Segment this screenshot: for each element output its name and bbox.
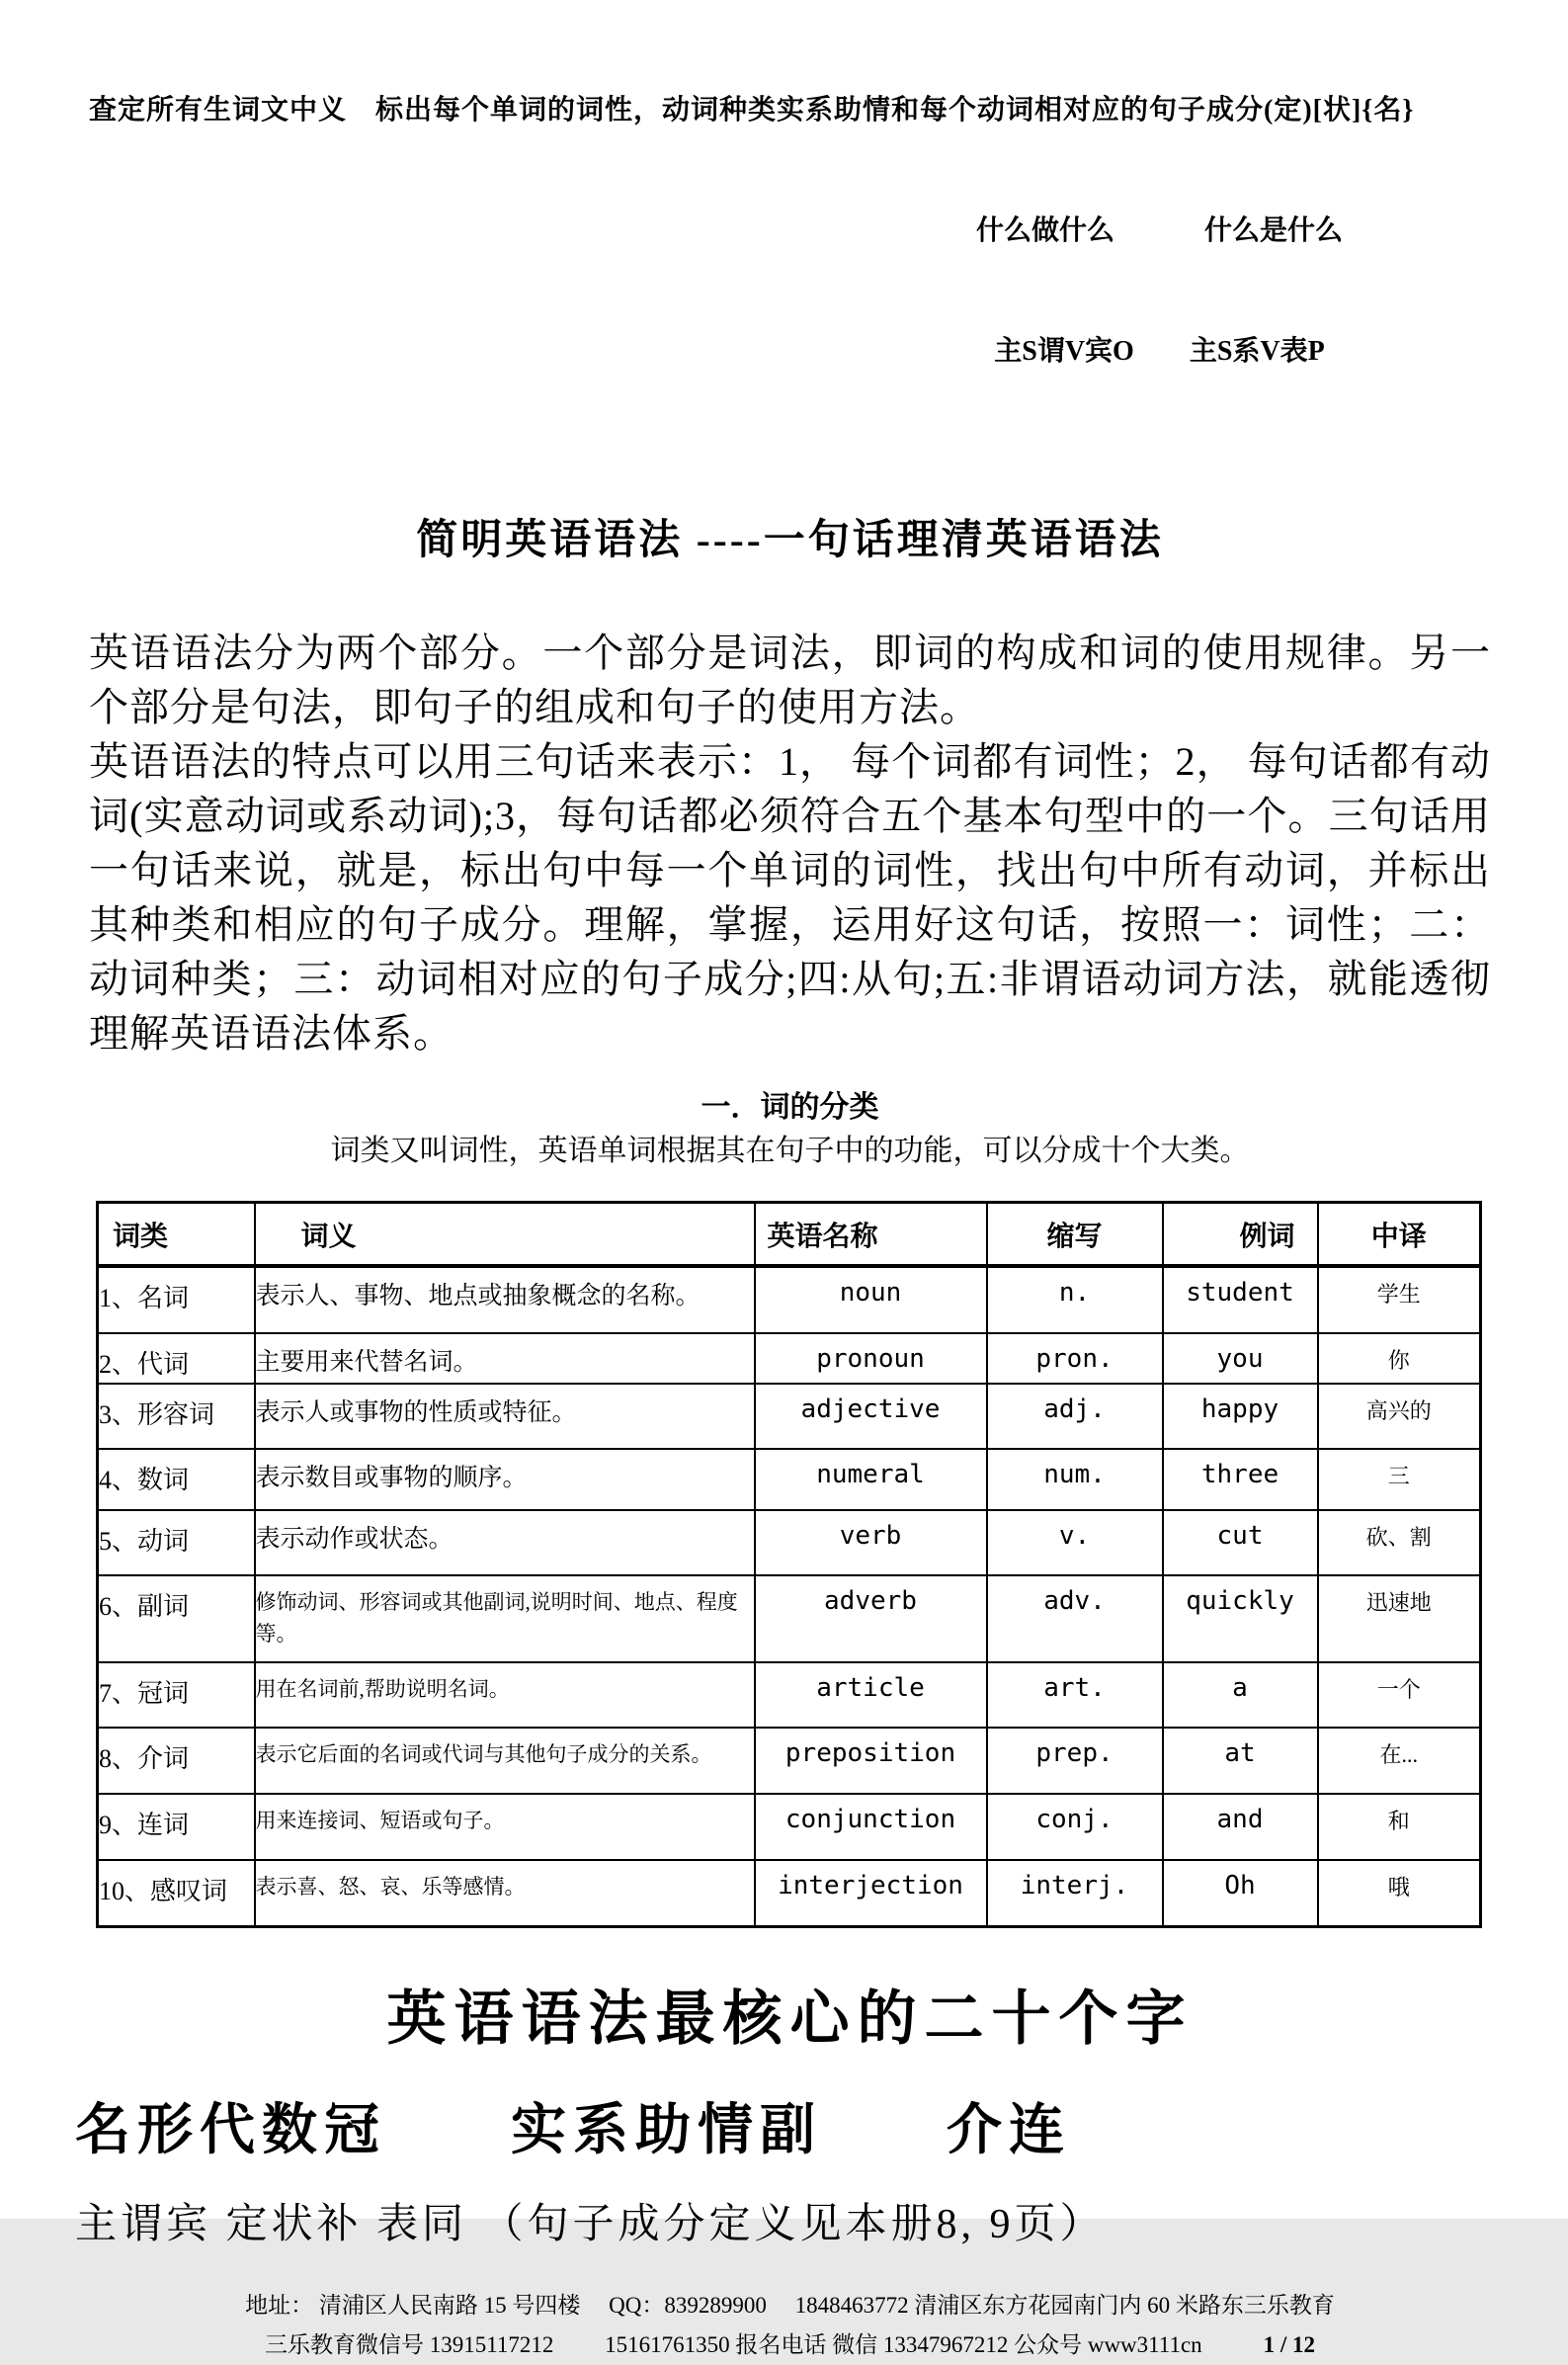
cell-meaning: 用在名词前,帮助说明名词。	[255, 1662, 755, 1728]
col-header-english-name: 英语名称	[755, 1203, 987, 1266]
cell-english-name: pronoun	[755, 1333, 987, 1384]
table-row-noun	[98, 1266, 1481, 1333]
cell-meaning: 表示喜、怒、哀、乐等感情。	[255, 1860, 755, 1927]
cell-translation: 哦	[1318, 1860, 1481, 1927]
section-block	[89, 1086, 1491, 1173]
table-row-verb	[98, 1510, 1481, 1575]
cell-category: 6、副词	[98, 1575, 255, 1662]
cell-english-name: verb	[755, 1510, 987, 1575]
cell-example: Oh	[1163, 1860, 1318, 1927]
cell-example: at	[1163, 1728, 1318, 1794]
cell-example: quickly	[1163, 1575, 1318, 1662]
cell-translation: 你	[1318, 1333, 1481, 1384]
cell-category: 3、形容词	[98, 1384, 255, 1449]
intro-block	[89, 626, 1491, 1060]
cell-english-name: preposition	[755, 1728, 987, 1794]
page-title: 简明英语语法 ----一句话理清英语语法	[416, 518, 1164, 564]
cell-abbreviation: adj.	[987, 1384, 1163, 1449]
cell-abbreviation: conj.	[987, 1794, 1163, 1860]
cell-category: 8、介词	[98, 1728, 255, 1794]
cell-abbreviation: interj.	[987, 1860, 1163, 1927]
intro-paragraph-2: 英语语法的特点可以用三句话来表示：1， 每个词都有词性；2， 每句话都有动词(实意动词或系动词);3，每句话都必须符合五个基本句型中的一个。三句话用一句话来说，就是，标出句中每一个单词的词性，找出句中所有动词，并标出其种类和相应的句子成分。理解，掌握，运用好这句话，按照一：词性；二：动词种类；三：动词相对应的句子成分;四:从句;五:非谓语动词方法，就能透彻理解英语语法体系。	[89, 739, 1491, 1056]
col-header-translation: 中译	[1318, 1203, 1481, 1266]
cell-category: 5、动词	[98, 1510, 255, 1575]
cell-translation: 三	[1318, 1449, 1481, 1510]
cell-example: student	[1163, 1266, 1318, 1333]
cell-abbreviation: art.	[987, 1662, 1163, 1728]
cell-translation: 高兴的	[1318, 1384, 1481, 1449]
annotation-sub-block	[976, 131, 1343, 453]
cell-abbreviation: prep.	[987, 1728, 1163, 1794]
cell-example: and	[1163, 1794, 1318, 1860]
col-header-meaning: 词义	[255, 1203, 755, 1266]
cell-meaning: 修饰动词、形容词或其他副词,说明时间、地点、程度等。	[255, 1575, 755, 1662]
cell-example: you	[1163, 1333, 1318, 1384]
page-number: 1 / 12	[1263, 2332, 1316, 2358]
cell-english-name: numeral	[755, 1449, 987, 1510]
cell-category: 4、数词	[98, 1449, 255, 1510]
cell-meaning: 表示人、事物、地点或抽象概念的名称。	[255, 1266, 755, 1333]
cell-translation: 一个	[1318, 1662, 1481, 1728]
cell-abbreviation: adv.	[987, 1575, 1163, 1662]
cell-abbreviation: v.	[987, 1510, 1163, 1575]
annotation-line-1: 查定所有生词文中义 标出每个单词的词性，动词种类实系助情和每个动词相对应的句子成分(定)[状]{名}	[89, 95, 1415, 126]
table-row-numeral	[98, 1449, 1481, 1510]
col-header-example: 例词	[1163, 1203, 1318, 1266]
cell-meaning: 用来连接词、短语或句子。	[255, 1794, 755, 1860]
cell-translation: 在...	[1318, 1728, 1481, 1794]
cell-example: cut	[1163, 1510, 1318, 1575]
cell-category: 2、代词	[98, 1333, 255, 1384]
cell-english-name: adverb	[755, 1575, 987, 1662]
core-twenty-chars-heading: 英语语法最核心的二十个字	[386, 1986, 1194, 2053]
annotation-line-3: 主S谓V宾O 主S系V表P	[994, 335, 1325, 367]
footer-contact-line	[89, 2325, 1491, 2365]
page-footer	[89, 2286, 1491, 2365]
cell-translation: 迅速地	[1318, 1575, 1481, 1662]
cell-abbreviation: pron.	[987, 1333, 1163, 1384]
section-heading: 一．词的分类	[701, 1091, 879, 1125]
footer-address-line: 地址： 清浦区人民南路 15 号四楼 QQ：839289900 1848463772 清浦区东方花园南门内 60 米路东三乐教育	[245, 2293, 1335, 2319]
cell-abbreviation: n.	[987, 1266, 1163, 1333]
cell-category: 9、连词	[98, 1794, 255, 1860]
col-header-abbreviation: 缩写	[987, 1203, 1163, 1266]
cell-category: 7、冠词	[98, 1662, 255, 1728]
cell-category: 10、感叹词	[98, 1860, 255, 1927]
cell-meaning: 表示动作或状态。	[255, 1510, 755, 1575]
annotation-notes	[89, 91, 1491, 452]
col-header-category: 词类	[98, 1203, 255, 1266]
cell-example: happy	[1163, 1384, 1318, 1449]
cell-english-name: interjection	[755, 1860, 987, 1927]
table-row-adjective	[98, 1384, 1481, 1449]
table-row-conjunction	[98, 1794, 1481, 1860]
table-row-pronoun	[98, 1333, 1481, 1384]
intro-paragraph-1: 英语语法分为两个部分。一个部分是词法，即词的构成和词的使用规律。另一个部分是句法，即句子的组成和句子的使用方法。	[89, 631, 1491, 730]
cell-example: three	[1163, 1449, 1318, 1510]
table-row-adverb	[98, 1575, 1481, 1662]
table-header-row	[98, 1203, 1481, 1266]
cell-meaning: 表示它后面的名词或代词与其他句子成分的关系。	[255, 1728, 755, 1794]
cell-translation: 和	[1318, 1794, 1481, 1860]
core-words-line: 名形代数冠 实系助情副 介连	[75, 2100, 1071, 2162]
cell-english-name: noun	[755, 1266, 987, 1333]
core-components-line: 主谓宾 定状补 表同 （句子成分定义见本册8, 9页）	[75, 2202, 1106, 2248]
cell-english-name: conjunction	[755, 1794, 987, 1860]
cell-category: 1、名词	[98, 1266, 255, 1333]
annotation-line-2: 什么做什么 什么是什么	[975, 214, 1343, 246]
footer-contact-text: 三乐教育微信号 13915117212 15161761350 报名电话 微信 13347967212 公众号 www3111cn	[264, 2332, 1202, 2358]
cell-meaning: 表示人或事物的性质或特征。	[255, 1384, 755, 1449]
cell-translation: 学生	[1318, 1266, 1481, 1333]
cell-translation: 砍、割	[1318, 1510, 1481, 1575]
table-row-interjection	[98, 1860, 1481, 1927]
cell-meaning: 表示数目或事物的顺序。	[255, 1449, 755, 1510]
cell-english-name: adjective	[755, 1384, 987, 1449]
section-subheading: 词类又叫词性，英语单词根据其在句子中的功能，可以分成十个大类。	[330, 1135, 1250, 1168]
cell-example: a	[1163, 1662, 1318, 1728]
cell-meaning: 主要用来代替名词。	[255, 1333, 755, 1384]
parts-of-speech-table	[96, 1201, 1482, 1928]
cell-abbreviation: num.	[987, 1449, 1163, 1510]
cell-english-name: article	[755, 1662, 987, 1728]
table-row-article	[98, 1662, 1481, 1728]
table-row-preposition	[98, 1728, 1481, 1794]
